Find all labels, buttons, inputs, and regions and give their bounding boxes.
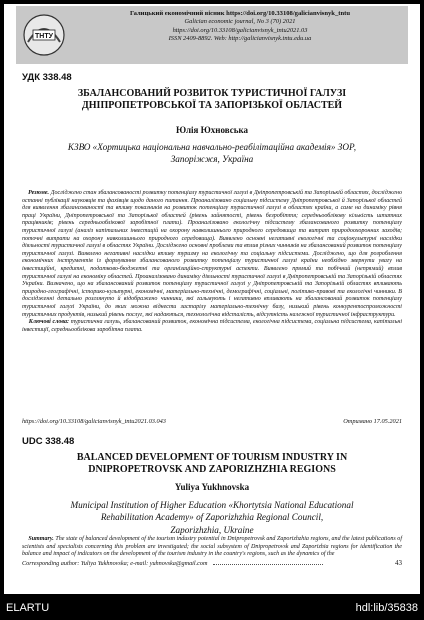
affiliation-en bbox=[34, 499, 390, 536]
title-en-line2: DNIPROPETROVSK AND ZAPORIZHZHIA REGIONS bbox=[88, 464, 336, 475]
article-doi: https://doi.org/10.33108/galicianvisnyk_tntu2021.03.043 bbox=[22, 418, 166, 425]
aff-en-line1: Municipal Institution of Higher Education «Khortytsia National Educational bbox=[70, 500, 354, 510]
page-footer bbox=[22, 560, 402, 567]
repository-strip bbox=[0, 598, 424, 620]
summary-en bbox=[22, 536, 402, 559]
keywords-label: Ключові слова: bbox=[28, 319, 70, 326]
handle-id: hdl:lib/35838 bbox=[355, 602, 418, 614]
university-logo-icon bbox=[22, 12, 66, 58]
article-title-uk bbox=[24, 88, 400, 112]
journal-header bbox=[16, 6, 408, 64]
abstract-uk bbox=[22, 190, 402, 334]
udc-code: UDC 338.48 bbox=[22, 436, 75, 447]
abstract-text: Досліджено стан збалансованості розвитку потенціалу туристичної галузі в Дніпропетровській та Запорізькій областях, досліджено останні публікації науковців та фахівців щодо даного питання. Проаналізовано соціальну підсистему Дніпропетровської й Запорізької областей для виявлення збалансованості та впливу показників на розвиток потенціалу туристичної галузі в областях країни, а саме на динаміку рівня праці України, Дніпропетровської та Запорізької областей (рівень зайнятості, рівень безробіття; середньооблікову кількість штатних працівників; рівень середньооблікової заробітної плати). Проаналізовано екологічну підсистему збалансованого розвитку потенціалу туристичної галузі (аналіз капітальних інвестицій на охорону навколишнього природного середовища та витрат природоохоронних заходів; поточні витрати на охорону навколишнього природного середовища). Виявлено основні негативні екологічні та соціокультурні наслідки діяльності туристичної галузі в областях України. Досліджено основні проблеми та вплив різних чинників на збалансований розвиток потенціалу туристичної галузі. Виявлено негативні наслідки впливу туризму на екологічну та соціальну підсистеми. Досліджено, що для розроблення економічних інструментів із формування збалансованого розвитку потенціалу туристичної галузі країни необхідно звернути увагу на інвестиційні, кредитні, податково-бюджетні та організаційно-структурні аспекти. Виявлено прямий та побічний (непрямий) вплив туристичної галузі на економіку областей. Проаналізовано динаміку діяльності туристичної галузі в Дніпропетровській та Запорізькій областях України. Визначено, що на збалансований розвиток потенціалу туристичної галузі у Дніпропетровській та Запорізькій областях впливають природно-географічні, історико-культурні, економічні, матеріально-технічні, демографічні, соціальні, політико-правові та екологічні чинники. В дослідженні детально розглянуто й відображено чинники, які гальмують і негативно впливають на збалансований розвиток потенціалу туристичної галузі України, до яких можна віднести застарілу матеріально-технічну базу, низький рівень конкурентоспроможності туристичних продуктів, низький рівень послуг, які надаються, технологічна відсталість, відсутність належної туристичної інфраструктури. bbox=[22, 190, 403, 318]
aff-uk-line1: КЗВО «Хортицька національна навчально-реабілітаційна академія» ЗОР, bbox=[67, 142, 357, 152]
article-meta bbox=[22, 418, 402, 425]
affiliation-uk bbox=[34, 141, 390, 166]
keywords-text: туристична галузь, збалансований розвиток, економічна підсистема, екологічна підсистема, соціальна підсистема, капітальні інвестиції, середньооблікова заробітна плата. bbox=[22, 319, 402, 333]
aff-uk-line2: Запоріжжя, Україна bbox=[170, 154, 254, 165]
author-en: Yuliya Yukhnovska bbox=[174, 482, 250, 492]
journal-name: Галицький економічний вісник https://doi.org/10.33108/galicianvisnyk_tntu bbox=[130, 10, 350, 17]
title-en-line1: BALANCED DEVELOPMENT OF TOURISM INDUSTRY IN bbox=[76, 452, 348, 463]
summary-label: Summary. bbox=[28, 536, 54, 542]
issn-web: ISSN 2409-8892. Web: http://galicianvisnyk.tntu.edu.ua bbox=[168, 35, 312, 43]
issue-doi: https://doi.org/10.33108/galicianvisnyk_tntu2021.03 bbox=[172, 26, 308, 34]
journal-info bbox=[78, 10, 402, 44]
udk-code: УДК 338.48 bbox=[22, 72, 72, 83]
abstract-uk-body bbox=[22, 190, 402, 319]
document-page bbox=[4, 4, 420, 594]
keywords-uk bbox=[22, 319, 402, 334]
repository-name: ELARTU bbox=[6, 602, 50, 614]
summary-text: The state of balanced development of the tourism industry potential in Dnipropetrovsk and Zaporizhzhia regions, and the latest publications of scientists and specialists concerning this problem are investigated; the social subsystem of Dnipropetrovsk and Zaporizhia regions for identification the balance and impact of indicators on the development of the tourism industry in the country's regions, such as the dynamics of the bbox=[22, 536, 403, 558]
article-title-en bbox=[24, 452, 400, 476]
page-number: 43 bbox=[395, 559, 402, 567]
journal-name-en: Galician economic journal, No 3 (70) 2021 bbox=[184, 18, 296, 26]
abstract-label: Резюме. bbox=[28, 190, 50, 196]
received-date: Отримано 17.05.2021 bbox=[343, 418, 402, 425]
author-uk: Юлія Юхновська bbox=[175, 125, 249, 135]
title-uk-line2: ДНІПРОПЕТРОВСЬКОЇ ТА ЗАПОРІЗЬКОЇ ОБЛАСТЕЙ bbox=[81, 100, 343, 111]
logo-text: ТНТУ bbox=[35, 33, 53, 40]
corresponding-author: Corresponding author: Yuliya Yukhnovska; e-mail: yuhnovska@gmail.com bbox=[22, 560, 208, 567]
aff-en-line3: Zaporizhzhia, Ukraine bbox=[170, 524, 254, 535]
aff-en-line2: Rehabilitation Academy» of Zaporizhzhia Regional Council, bbox=[100, 512, 324, 523]
title-uk-line1: ЗБАЛАНСОВАНИЙ РОЗВИТОК ТУРИСТИЧНОЇ ГАЛУЗІ bbox=[77, 88, 347, 99]
